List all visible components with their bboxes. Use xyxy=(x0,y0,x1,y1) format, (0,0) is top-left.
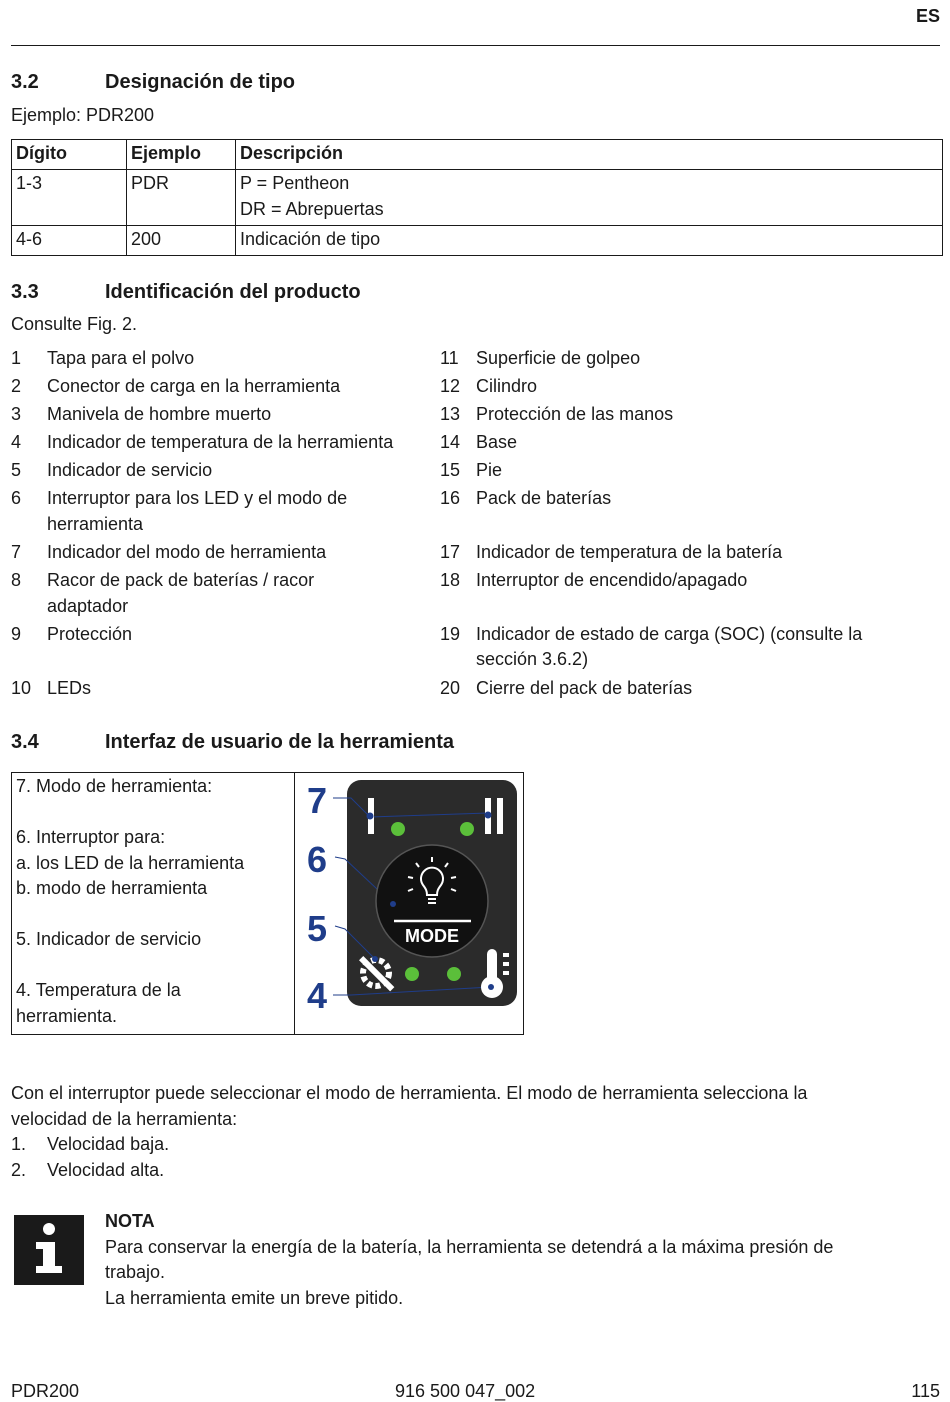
legend-line: herramienta. xyxy=(16,1005,118,1026)
callout-4: 4 xyxy=(307,975,328,1009)
page-number: 115 xyxy=(911,1381,940,1401)
intro-text: Consulte Fig. 2. xyxy=(11,314,138,334)
list-item: Velocidad baja. xyxy=(47,1134,170,1154)
table-cell-line: DR = Abrepuertas xyxy=(240,199,384,219)
table-cell: PDR xyxy=(127,170,236,226)
note-line: trabajo. xyxy=(105,1262,166,1282)
legend-line: 4. Temperatura de la xyxy=(16,980,181,1000)
service-led xyxy=(405,967,419,981)
section-number: 3.4 xyxy=(11,731,39,753)
footer-docnum: 916 500 047_002 xyxy=(395,1381,536,1401)
table-header-cell: Ejemplo xyxy=(127,140,236,170)
section-title: Designación de tipo xyxy=(105,71,296,93)
table-cell: Indicación de tipo xyxy=(236,226,943,256)
table-cell: 4-6 xyxy=(12,226,127,256)
table-cell: 200 xyxy=(127,226,236,256)
ui-legend xyxy=(12,773,295,1034)
info-icon xyxy=(14,1215,84,1285)
list-item-number: 1. xyxy=(11,1134,27,1154)
legend-line: 7. Modo de herramienta: xyxy=(16,776,213,796)
mode-label: MODE xyxy=(405,926,459,946)
note-title: NOTA xyxy=(105,1211,155,1231)
callout-5: 5 xyxy=(307,908,328,949)
tool-control-panel xyxy=(295,777,520,1009)
legend-line: 5. Indicador de servicio xyxy=(16,929,202,949)
mode-led-1 xyxy=(391,822,405,836)
legend-line: 6. Interruptor para: xyxy=(16,827,166,847)
section-title: Identificación del producto xyxy=(105,281,361,303)
footer-model: PDR200 xyxy=(11,1381,80,1401)
language-code: ES xyxy=(915,6,940,26)
legend-line: a. los LED de la herramienta xyxy=(16,852,245,873)
table-row xyxy=(12,170,943,226)
table-cell xyxy=(236,170,943,226)
table-header-row xyxy=(12,140,943,170)
table-row xyxy=(12,226,943,256)
table-cell-line: P = Pentheon xyxy=(240,173,350,193)
temperature-led xyxy=(447,967,461,981)
list-item-number: 2. xyxy=(11,1160,27,1180)
type-designation-table xyxy=(11,139,943,256)
section-number: 3.3 xyxy=(11,281,39,303)
note-line: La herramienta emite un breve pitido. xyxy=(105,1288,404,1308)
paragraph-line: velocidad de la herramienta: xyxy=(11,1109,238,1129)
example-text: Ejemplo: PDR200 xyxy=(11,105,155,125)
table-header-cell: Descripción xyxy=(236,140,943,170)
note-line: Para conservar la energía de la batería, la herramienta se detendrá a la máxima presión de xyxy=(105,1237,834,1257)
callout-7: 7 xyxy=(307,780,328,821)
table-header-cell: Dígito xyxy=(12,140,127,170)
list-item: Velocidad alta. xyxy=(47,1160,165,1180)
header-rule xyxy=(11,45,940,46)
callout-6: 6 xyxy=(307,839,328,880)
table-cell: 1-3 xyxy=(12,170,127,226)
legend-line: b. modo de herramienta xyxy=(16,878,208,898)
section-number: 3.2 xyxy=(11,71,39,93)
section-title: Interfaz de usuario de la herramienta xyxy=(105,731,454,753)
mode-led-2 xyxy=(460,822,474,836)
paragraph-line: Con el interruptor puede seleccionar el modo de herramienta. El modo de herramienta selecciona la xyxy=(11,1083,808,1103)
